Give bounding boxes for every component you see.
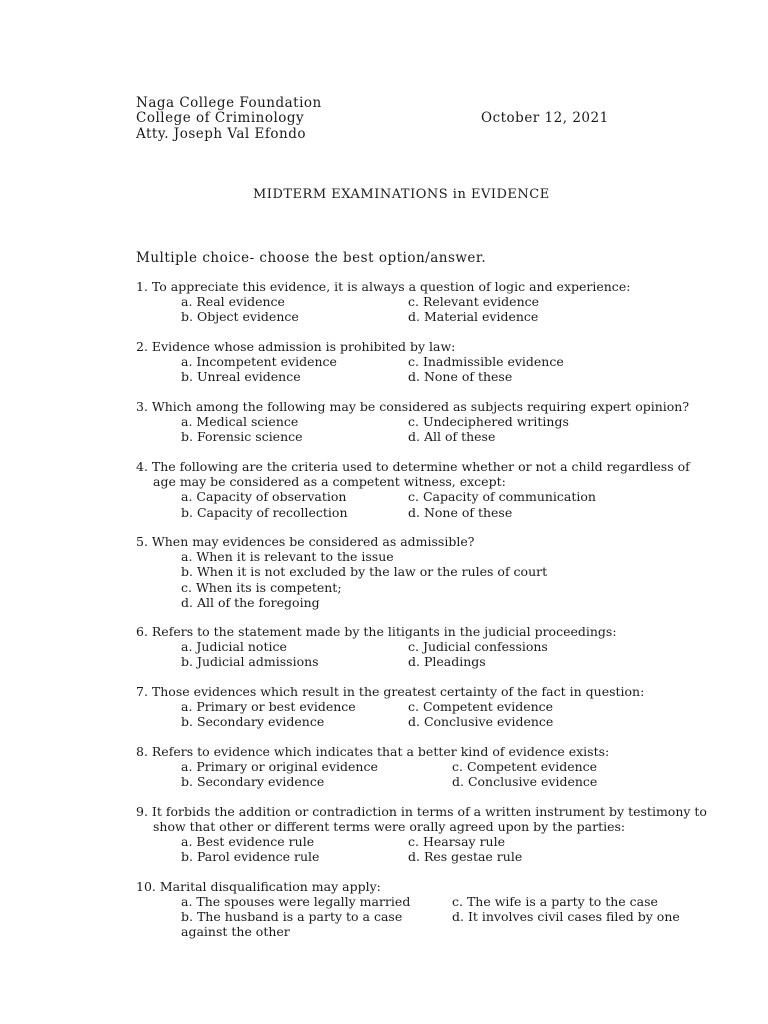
question-4-stem-line-1: 4. The following are the criteria used to determine whether or not a child regardless of — [136, 459, 690, 474]
question-10-stem: 10. Marital disqualification may apply: — [136, 879, 381, 894]
exam-date: October 12, 2021 — [481, 110, 609, 126]
college-name: College of Criminology — [136, 110, 305, 126]
question-6-option-b: b. Judicial admissions — [181, 654, 319, 669]
question-2-stem: 2. Evidence whose admission is prohibited by law: — [136, 339, 456, 354]
question-6-stem: 6. Refers to the statement made by the litigants in the judicial proceedings: — [136, 624, 617, 639]
instructions: Multiple choice- choose the best option/answer. — [136, 250, 487, 266]
question-8-option-c: c. Competent evidence — [452, 759, 598, 774]
question-7-option-d: d. Conclusive evidence — [408, 714, 554, 729]
question-1-option-c: c. Relevant evidence — [408, 294, 540, 309]
question-8-stem: 8. Refers to evidence which indicates that a better kind of evidence exists: — [136, 744, 610, 759]
exam-title: MIDTERM EXAMINATIONS in EVIDENCE — [253, 187, 550, 202]
question-7-option-c: c. Competent evidence — [408, 699, 554, 714]
question-4-option-a: a. Capacity of observation — [181, 489, 347, 504]
question-3-option-a: a. Medical science — [181, 414, 299, 429]
question-6-option-d: d. Pleadings — [408, 654, 486, 669]
question-5-option-c: c. When its is competent; — [181, 580, 342, 595]
question-10-option-d: d. It involves civil cases filed by one — [452, 909, 680, 924]
question-8-option-d: d. Conclusive evidence — [452, 774, 598, 789]
question-10-option-a: a. The spouses were legally married — [181, 894, 411, 909]
question-2-option-a: a. Incompetent evidence — [181, 354, 337, 369]
question-9-stem-line-2: show that other or different terms were orally agreed upon by the parties: — [153, 819, 626, 834]
question-5-option-a: a. When it is relevant to the issue — [181, 549, 394, 564]
question-6-option-c: c. Judicial confessions — [408, 639, 548, 654]
question-3-option-b: b. Forensic science — [181, 429, 303, 444]
question-2-option-c: c. Inadmissible evidence — [408, 354, 564, 369]
instructor-name: Atty. Joseph Val Efondo — [136, 126, 306, 142]
question-5-stem: 5. When may evidences be considered as admissible? — [136, 534, 475, 549]
question-5-option-b: b. When it is not excluded by the law or the rules of court — [181, 564, 548, 579]
question-4-option-b: b. Capacity of recollection — [181, 505, 348, 520]
question-7-stem: 7. Those evidences which result in the greatest certainty of the fact in question: — [136, 684, 645, 699]
question-9-option-b: b. Parol evidence rule — [181, 849, 320, 864]
question-4-option-c: c. Capacity of communication — [408, 489, 596, 504]
question-3-option-c: c. Undeciphered writings — [408, 414, 569, 429]
question-1-option-b: b. Object evidence — [181, 309, 299, 324]
question-8-option-a: a. Primary or original evidence — [181, 759, 378, 774]
question-9-option-a: a. Best evidence rule — [181, 834, 315, 849]
question-7-option-a: a. Primary or best evidence — [181, 699, 356, 714]
question-4-option-d: d. None of these — [408, 505, 513, 520]
question-6-option-a: a. Judicial notice — [181, 639, 287, 654]
question-3-option-d: d. All of these — [408, 429, 496, 444]
question-1-option-d: d. Material evidence — [408, 309, 539, 324]
question-10-option-b: b. The husband is a party to a case — [181, 909, 403, 924]
question-10-option-c: c. The wife is a party to the case — [452, 894, 658, 909]
question-8-option-b: b. Secondary evidence — [181, 774, 325, 789]
question-1-option-a: a. Real evidence — [181, 294, 285, 309]
question-3-stem: 3. Which among the following may be considered as subjects requiring expert opinion? — [136, 399, 690, 414]
question-2-option-b: b. Unreal evidence — [181, 369, 301, 384]
question-2-option-d: d. None of these — [408, 369, 513, 384]
question-9-stem-line-1: 9. It forbids the addition or contradiction in terms of a written instrument by testimony to — [136, 804, 707, 819]
question-9-option-c: c. Hearsay rule — [408, 834, 505, 849]
question-5-option-d: d. All of the foregoing — [181, 595, 320, 610]
question-4-stem-line-2: age may be considered as a competent witness, except: — [153, 474, 506, 489]
question-7-option-b: b. Secondary evidence — [181, 714, 325, 729]
question-9-option-d: d. Res gestae rule — [408, 849, 523, 864]
institution-name: Naga College Foundation — [136, 95, 322, 111]
question-1-stem: 1. To appreciate this evidence, it is always a question of logic and experience: — [136, 279, 631, 294]
question-10-option-continuation: against the other — [181, 924, 290, 939]
